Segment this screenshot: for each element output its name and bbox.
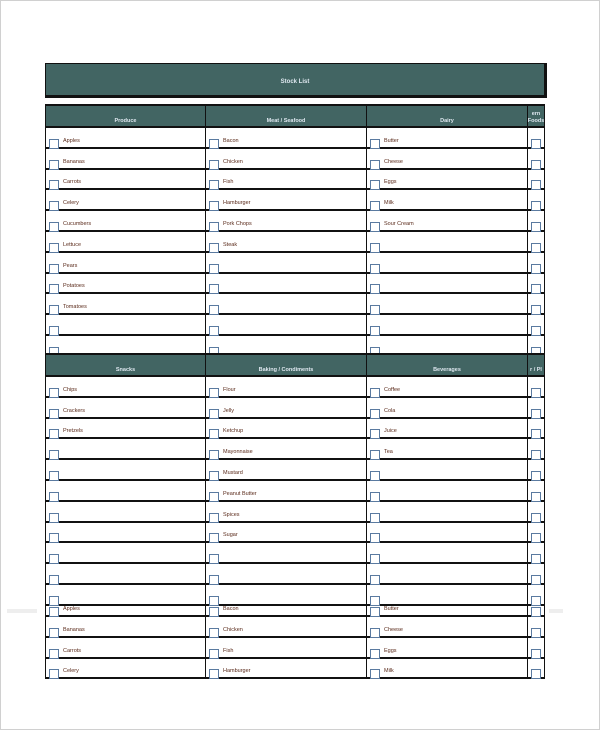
checkbox[interactable] <box>209 628 219 638</box>
checkbox[interactable] <box>49 492 59 502</box>
cell <box>206 617 367 636</box>
checkbox[interactable] <box>49 326 59 336</box>
item-label: Chicken <box>223 626 243 633</box>
table-row <box>45 232 545 253</box>
checkbox[interactable] <box>370 305 380 315</box>
table-row <box>45 211 545 232</box>
checkbox[interactable] <box>209 264 219 274</box>
checkbox[interactable] <box>49 429 59 439</box>
item-label: Ketchup <box>223 428 244 435</box>
item-label: Carrots <box>63 179 82 186</box>
item-label: Celery <box>63 200 79 207</box>
checkbox[interactable] <box>209 471 219 481</box>
checkbox[interactable] <box>209 139 219 149</box>
cell <box>367 419 528 438</box>
checkbox[interactable] <box>370 533 380 543</box>
cell <box>367 481 528 500</box>
item-label: Milk <box>384 200 394 207</box>
cell <box>206 523 367 542</box>
cell <box>45 170 206 189</box>
checkbox[interactable] <box>209 669 219 679</box>
checkbox[interactable] <box>49 243 59 253</box>
cell <box>206 149 367 168</box>
item-label: Mustard <box>223 469 243 476</box>
table-row <box>45 190 545 211</box>
item-label: Celery <box>63 668 79 675</box>
checkbox[interactable] <box>370 628 380 638</box>
item-label: Tomatoes <box>63 304 87 311</box>
checkbox[interactable] <box>531 669 541 679</box>
checkbox[interactable] <box>49 222 59 232</box>
checkbox[interactable] <box>209 649 219 659</box>
checkbox[interactable] <box>370 409 380 419</box>
checkbox[interactable] <box>209 450 219 460</box>
checkbox[interactable] <box>531 243 541 253</box>
item-label: Eggs <box>384 179 397 186</box>
checkbox[interactable] <box>370 326 380 336</box>
cell <box>45 659 206 678</box>
checkbox[interactable] <box>49 533 59 543</box>
checkbox[interactable] <box>209 326 219 336</box>
table-row <box>45 460 545 481</box>
cell <box>206 253 367 272</box>
checkbox[interactable] <box>370 669 380 679</box>
cell <box>206 398 367 417</box>
cell <box>367 439 528 458</box>
item-label: Carrots <box>63 647 82 654</box>
checkbox[interactable] <box>49 305 59 315</box>
page-break-marker <box>549 609 563 613</box>
cell <box>206 274 367 293</box>
checkbox[interactable] <box>370 554 380 564</box>
column-header: Baking / Condiments <box>206 355 367 375</box>
table-row <box>45 638 545 659</box>
cell <box>45 597 206 615</box>
section-header <box>45 353 545 377</box>
item-label: Peanut Butter <box>223 490 257 497</box>
item-label: Crackers <box>63 407 86 414</box>
checkbox[interactable] <box>370 222 380 232</box>
checkbox[interactable] <box>370 492 380 502</box>
item-label: Butter <box>384 137 399 144</box>
checkbox[interactable] <box>531 450 541 460</box>
cell <box>367 294 528 313</box>
checkbox[interactable] <box>531 533 541 543</box>
checkbox[interactable] <box>209 409 219 419</box>
checkbox[interactable] <box>209 575 219 585</box>
checkbox[interactable] <box>209 554 219 564</box>
cell <box>367 315 528 334</box>
cell <box>45 523 206 542</box>
checkbox[interactable] <box>531 429 541 439</box>
cell <box>528 564 545 583</box>
item-label: Flour <box>223 386 236 393</box>
table-row <box>45 377 545 398</box>
item-label: Cheese <box>384 158 403 165</box>
checkbox[interactable] <box>531 180 541 190</box>
section-produce <box>45 104 545 357</box>
table-row <box>45 294 545 315</box>
cell <box>367 523 528 542</box>
cell <box>45 190 206 209</box>
cell <box>206 481 367 500</box>
table-row <box>45 419 545 440</box>
table-row <box>45 439 545 460</box>
cell <box>367 274 528 293</box>
page-break-marker <box>7 609 37 613</box>
checkbox[interactable] <box>370 575 380 585</box>
item-label: Eggs <box>384 647 397 654</box>
checkbox[interactable] <box>531 575 541 585</box>
cell <box>528 638 545 657</box>
page-title: Stock List <box>280 79 310 85</box>
column-header: Beverages <box>367 355 528 375</box>
cell <box>206 502 367 521</box>
checkbox[interactable] <box>531 513 541 523</box>
checkbox[interactable] <box>531 492 541 502</box>
table-row <box>45 315 545 336</box>
cell <box>528 460 545 479</box>
section-snacks <box>45 353 545 606</box>
table-row <box>45 398 545 419</box>
cell <box>528 253 545 272</box>
cell <box>206 638 367 657</box>
checkbox[interactable] <box>209 607 219 617</box>
cell <box>367 460 528 479</box>
cell <box>206 659 367 678</box>
checkbox[interactable] <box>49 471 59 481</box>
cell <box>206 232 367 251</box>
table-row <box>45 502 545 523</box>
checkbox[interactable] <box>49 139 59 149</box>
checkbox[interactable] <box>531 554 541 564</box>
item-label: Pork Chops <box>223 220 252 227</box>
checkbox[interactable] <box>370 388 380 398</box>
cell <box>528 232 545 251</box>
item-label: Bananas <box>63 626 85 633</box>
cell <box>367 190 528 209</box>
cell <box>528 659 545 678</box>
column-header: Snacks <box>45 355 206 375</box>
cell <box>367 336 528 355</box>
section-header <box>45 104 545 128</box>
cell <box>367 543 528 562</box>
cell <box>206 460 367 479</box>
checkbox[interactable] <box>370 201 380 211</box>
checkbox[interactable] <box>531 160 541 170</box>
cell <box>528 439 545 458</box>
section-repeat <box>45 597 545 679</box>
checkbox[interactable] <box>531 649 541 659</box>
cell <box>45 481 206 500</box>
table-row <box>45 149 545 170</box>
item-label: Lettuce <box>63 241 82 248</box>
cell <box>528 294 545 313</box>
cell <box>206 439 367 458</box>
item-label: Coffee <box>384 386 401 393</box>
checkbox[interactable] <box>49 554 59 564</box>
table-row <box>45 564 545 585</box>
cell <box>45 439 206 458</box>
checkbox[interactable] <box>531 139 541 149</box>
cell <box>367 597 528 615</box>
cell <box>206 190 367 209</box>
checkbox[interactable] <box>531 284 541 294</box>
checkbox[interactable] <box>370 513 380 523</box>
cell <box>45 564 206 583</box>
item-label: Bacon <box>223 606 239 612</box>
cell <box>528 377 545 396</box>
table-row <box>45 617 545 638</box>
item-label: Cola <box>384 407 396 414</box>
column-header: Dairy <box>367 106 528 126</box>
cell <box>528 481 545 500</box>
checkbox[interactable] <box>209 222 219 232</box>
cell <box>367 211 528 230</box>
cell <box>206 564 367 583</box>
cell <box>45 149 206 168</box>
cell <box>528 502 545 521</box>
item-label: Bacon <box>223 137 239 144</box>
checkbox[interactable] <box>49 409 59 419</box>
cell <box>45 617 206 636</box>
checkbox[interactable] <box>49 284 59 294</box>
item-label: Chips <box>63 386 78 393</box>
table-row <box>45 253 545 274</box>
checkbox[interactable] <box>49 607 59 617</box>
cell <box>45 638 206 657</box>
cell <box>367 253 528 272</box>
checkbox[interactable] <box>531 326 541 336</box>
cell <box>367 564 528 583</box>
cell <box>367 638 528 657</box>
table-row <box>45 659 545 680</box>
cell <box>528 128 545 147</box>
cell <box>528 597 545 615</box>
table-row <box>45 274 545 295</box>
checkbox[interactable] <box>531 222 541 232</box>
item-label: Pretzels <box>63 428 83 435</box>
checkbox[interactable] <box>209 201 219 211</box>
checkbox[interactable] <box>49 450 59 460</box>
checkbox[interactable] <box>370 429 380 439</box>
table-row <box>45 170 545 191</box>
cell <box>528 149 545 168</box>
checkbox[interactable] <box>49 669 59 679</box>
checkbox[interactable] <box>49 160 59 170</box>
checkbox[interactable] <box>531 305 541 315</box>
checkbox[interactable] <box>370 649 380 659</box>
item-label: Sour Cream <box>384 220 414 227</box>
checkbox[interactable] <box>49 575 59 585</box>
checkbox[interactable] <box>370 139 380 149</box>
column-header: r / Pl <box>528 355 545 375</box>
item-label: Juice <box>384 428 397 435</box>
item-label: Steak <box>223 241 238 248</box>
table-row <box>45 543 545 564</box>
checkbox[interactable] <box>209 284 219 294</box>
checkbox[interactable] <box>370 160 380 170</box>
table-row <box>45 597 545 617</box>
item-label: Fish <box>223 179 234 186</box>
cell <box>528 211 545 230</box>
cell <box>528 543 545 562</box>
cell <box>528 315 545 334</box>
checkbox[interactable] <box>531 607 541 617</box>
cell <box>45 232 206 251</box>
cell <box>367 170 528 189</box>
cell <box>45 398 206 417</box>
cell <box>206 294 367 313</box>
checkbox[interactable] <box>49 628 59 638</box>
item-label: Bananas <box>63 158 85 165</box>
checkbox[interactable] <box>209 243 219 253</box>
checkbox[interactable] <box>49 201 59 211</box>
cell <box>206 377 367 396</box>
cell <box>206 543 367 562</box>
checkbox[interactable] <box>49 513 59 523</box>
cell <box>206 597 367 615</box>
cell <box>528 170 545 189</box>
checkbox[interactable] <box>209 492 219 502</box>
checkbox[interactable] <box>531 628 541 638</box>
item-label: Potatoes <box>63 283 85 290</box>
item-label: Pears <box>63 262 78 269</box>
cell <box>528 274 545 293</box>
cell <box>45 460 206 479</box>
title-bar <box>45 63 547 98</box>
item-label: Butter <box>384 606 399 612</box>
checkbox[interactable] <box>49 649 59 659</box>
cell <box>45 253 206 272</box>
cell <box>206 211 367 230</box>
item-label: Mayonnaise <box>223 449 253 456</box>
cell <box>45 543 206 562</box>
table-row <box>45 523 545 544</box>
checkbox[interactable] <box>49 180 59 190</box>
cell <box>45 336 206 355</box>
cell <box>367 502 528 521</box>
item-label: Milk <box>384 668 394 675</box>
item-label: Spices <box>223 511 240 518</box>
cell <box>528 190 545 209</box>
cell <box>367 128 528 147</box>
checkbox[interactable] <box>209 513 219 523</box>
cell <box>367 377 528 396</box>
cell <box>45 315 206 334</box>
checkbox[interactable] <box>209 160 219 170</box>
checkbox[interactable] <box>370 471 380 481</box>
item-label: Tea <box>384 449 393 456</box>
cell <box>528 398 545 417</box>
cell <box>206 128 367 147</box>
cell <box>367 232 528 251</box>
column-header: Produce <box>45 106 206 126</box>
checkbox[interactable] <box>209 180 219 190</box>
cell <box>206 170 367 189</box>
checkbox[interactable] <box>209 388 219 398</box>
item-label: Cucumbers <box>63 220 92 227</box>
item-label: Chicken <box>223 158 243 165</box>
cell <box>367 149 528 168</box>
item-label: Jelly <box>223 407 235 414</box>
table-row <box>45 128 545 149</box>
checkbox[interactable] <box>49 388 59 398</box>
checkbox[interactable] <box>531 264 541 274</box>
cell <box>367 398 528 417</box>
cell <box>206 315 367 334</box>
checkbox[interactable] <box>370 607 380 617</box>
item-label: Apples <box>63 137 80 144</box>
table-row <box>45 481 545 502</box>
cell <box>367 659 528 678</box>
checkbox[interactable] <box>370 284 380 294</box>
cell <box>45 128 206 147</box>
cell <box>367 617 528 636</box>
cell <box>528 419 545 438</box>
checkbox[interactable] <box>209 533 219 543</box>
checkbox[interactable] <box>531 388 541 398</box>
checkbox[interactable] <box>531 201 541 211</box>
checkbox[interactable] <box>370 450 380 460</box>
item-label: Cheese <box>384 626 403 633</box>
column-header: ern Foods <box>528 106 545 126</box>
cell <box>206 419 367 438</box>
cell <box>206 336 367 355</box>
cell <box>528 336 545 355</box>
checkbox[interactable] <box>209 305 219 315</box>
cell <box>45 377 206 396</box>
cell <box>528 617 545 636</box>
cell <box>45 294 206 313</box>
cell <box>45 502 206 521</box>
cell <box>45 274 206 293</box>
cell <box>45 419 206 438</box>
item-label: Fish <box>223 647 234 654</box>
checkbox[interactable] <box>531 471 541 481</box>
cell <box>45 211 206 230</box>
item-label: Hamburger <box>223 668 251 675</box>
cell <box>528 523 545 542</box>
checkbox[interactable] <box>370 243 380 253</box>
checkbox[interactable] <box>209 429 219 439</box>
item-label: Sugar <box>223 532 238 539</box>
item-label: Apples <box>63 606 80 612</box>
checkbox[interactable] <box>370 180 380 190</box>
checkbox[interactable] <box>531 409 541 419</box>
column-header: Meat / Seafood <box>206 106 367 126</box>
checkbox[interactable] <box>49 264 59 274</box>
item-label: Hamburger <box>223 200 251 207</box>
checkbox[interactable] <box>370 264 380 274</box>
